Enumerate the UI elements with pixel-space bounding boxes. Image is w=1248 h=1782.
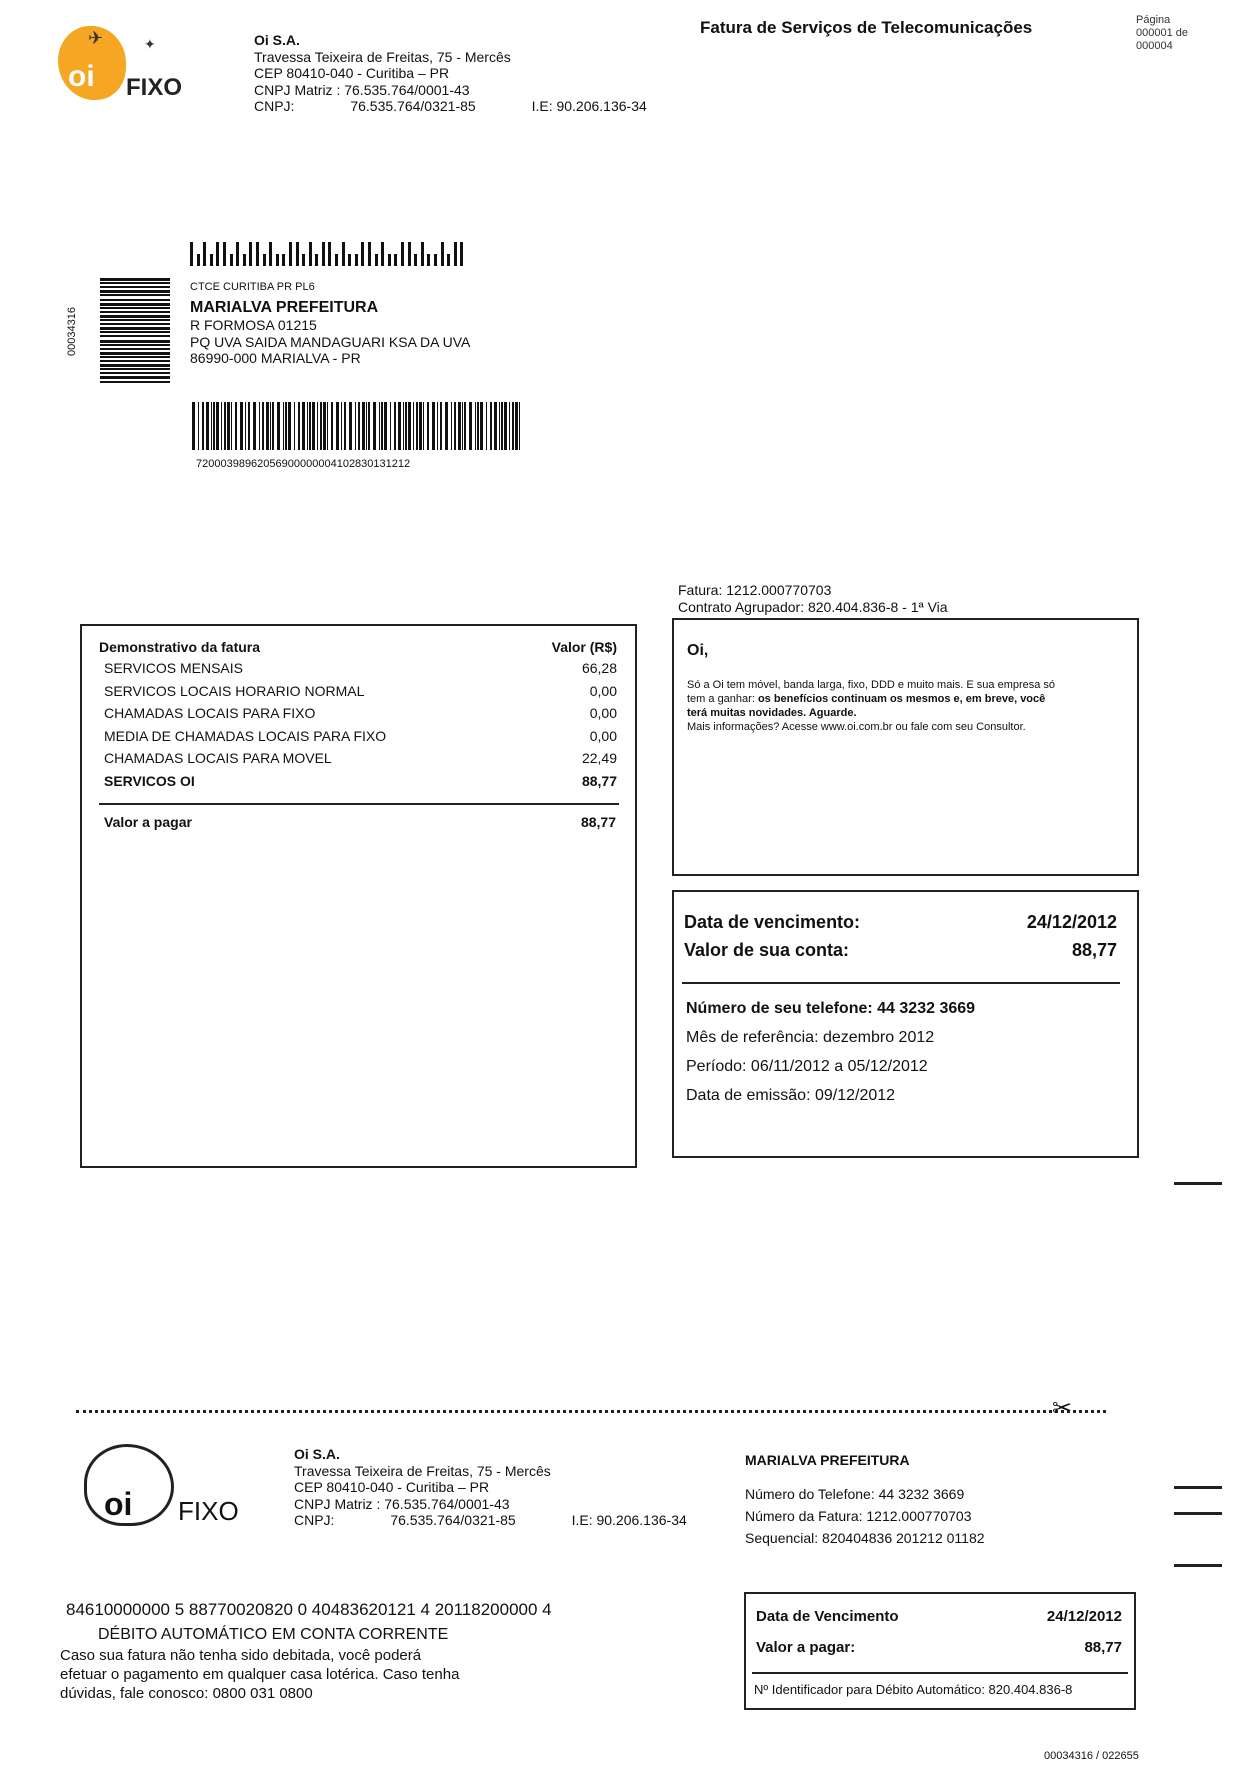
auto-debit-line-3: dúvidas, fale conosco: 0800 031 0800 [60,1685,313,1702]
postal-bar [427,254,430,266]
barcode-bar [440,402,442,450]
main-barcode [192,402,523,450]
stack-bar [100,311,170,313]
stack-bar [100,278,170,281]
customer-city: 86990-000 MARIALVA - PR [190,350,361,366]
barcode-bar [423,402,424,450]
postal-bar [296,242,299,266]
barcode-bar [283,402,284,450]
barcode-bar [355,402,356,450]
auto-debit-line-1: Caso sua fatura não tenha sido debitada, você poderá [60,1647,422,1664]
barcode-bar [231,402,232,450]
barcode-bar [427,402,429,450]
stacked-barcode [100,278,170,386]
statement-row-value: 0,00 [589,682,617,699]
barcode-bar [259,402,260,450]
message-line-2b: os benefícios continuam os mesmos e, em breve, você [757,693,1046,705]
barcode-bar [368,402,370,450]
ie-value-bottom: I.E: 90.206.136-34 [571,1512,687,1528]
stub-sequence: Sequencial: 820404836 201212 01182 [745,1529,985,1546]
stub-due-row [756,1602,1122,1632]
stub-pay-row [756,1632,1122,1664]
company-cnpj-matriz-bottom: CNPJ Matriz : 76.535.764/0001-43 [294,1495,510,1512]
postal-bar [460,242,463,266]
statement-row [99,725,617,748]
barcode-bar [394,402,396,450]
phone-value: 44 3232 3669 [877,1000,976,1017]
barcode-bar [317,402,318,450]
barcode-bar [213,402,215,450]
company-block-top [254,32,647,115]
postal-bar [394,254,397,266]
statement-row [99,770,617,793]
postal-bar [249,242,252,266]
statement-content [99,638,617,830]
barcode-bar [192,402,195,450]
postal-bar [434,254,437,266]
barcode-bar [469,402,472,450]
cut-line [76,1410,1106,1413]
postal-bar [315,254,318,266]
statement-row [99,680,617,703]
digitable-line: 84610000000 5 88770020820 0 40483620121 4 20118200000 4 [66,1600,552,1619]
barcode-bar [413,402,414,450]
barcode-bar [302,402,305,450]
barcode-bar [285,402,287,450]
barcode-bar [464,402,466,450]
statement-row-label: SERVICOS MENSAIS [104,660,244,676]
barcode-bar [398,402,401,450]
barcode-bar [323,402,326,450]
page-label: Página [1136,14,1171,26]
company-cnpj-matriz: CNPJ Matriz : 76.535.764/0001-43 [254,81,470,98]
barcode-bar [458,402,461,450]
contract-number: Contrato Agrupador: 820.404.836-8 - 1ª Via [678,598,948,615]
message-line-4: Mais informações? Acesse www.oi.com.br ou fale com seu Consultor. [687,721,1026,733]
billing-period: Período: 06/11/2012 a 05/12/2012 [686,1058,928,1075]
page-indicator [1136,14,1188,53]
stack-bar [100,368,170,370]
stack-bar [100,381,170,383]
barcode-bar [416,402,418,450]
barcode-bar [437,402,438,450]
main-barcode-number: 72000398962056900000004102830131212 [196,458,411,470]
postal-bar [256,242,259,266]
oi-logo-bottom [84,1444,244,1538]
postal-bar [322,242,325,266]
company-block-bottom [294,1446,687,1529]
postal-bar [302,254,305,266]
postal-bar [328,242,331,266]
stack-bar [100,286,170,288]
barcode-bar [245,402,246,450]
postal-bar [401,242,404,266]
statement-total [104,814,616,830]
barcode-bar [288,402,291,450]
summary-top [684,908,1117,964]
customer-district: PQ UVA SAIDA MANDAGUARI KSA DA UVA [190,333,471,350]
barcode-bar [504,402,507,450]
logo-oi-text: oi [68,60,95,93]
postal-bar [375,254,378,266]
barcode-bar [499,402,500,450]
barcode-bar [432,402,435,450]
postal-bar [223,242,226,266]
stack-bar [100,294,170,296]
postal-bar [276,254,279,266]
barcode-bar [358,402,360,450]
edge-mark-1 [1174,1182,1222,1185]
barcode-bar [486,402,487,450]
oi-logo-top [58,24,198,104]
barcode-bar [312,402,315,450]
message-box [672,618,1139,876]
postal-bar [368,242,371,266]
summary-due-row [684,908,1117,936]
barcode-bar [344,402,346,450]
barcode-bar [272,402,274,450]
barcode-bar [366,402,367,450]
postal-bar [309,242,312,266]
barcode-bar [390,402,391,450]
statement-row [99,657,617,680]
stack-bar [100,319,170,321]
auto-debit-line-2: efetuar o pagamento em qualquer casa lotérica. Caso tenha [60,1666,460,1683]
ie-value: I.E: 90.206.136-34 [531,98,647,114]
barcode-bar [206,402,209,450]
postal-bar [243,254,246,266]
message-line-2 [687,692,1055,706]
edge-mark-4 [1174,1564,1222,1567]
stack-bar [100,344,170,346]
barcode-bar [224,402,226,450]
page-total: 000004 [1136,40,1173,52]
stub-due-value: 24/12/2012 [1046,1608,1122,1625]
postal-bar [190,242,193,266]
stack-bar [100,303,170,306]
barcode-bar [216,402,219,450]
postal-bar [348,254,351,266]
postal-bar [414,254,417,266]
customer-name: MARIALVA PREFEITURA [190,299,379,316]
message-line-2a: tem a ganhar: [687,693,758,705]
company-cep: CEP 80410-040 - Curitiba – PR [254,65,450,81]
invoice-number: Fatura: 1212.000770703 [678,582,832,598]
statement-row-label: CHAMADAS LOCAIS PARA FIXO [104,705,316,722]
company-cnpj-row-bottom [294,1512,687,1529]
stack-bar [100,331,170,333]
stub-invoice: Número da Fatura: 1212.000770703 [745,1507,972,1524]
barcode-bar [341,402,342,450]
postal-bar [388,254,391,266]
postal-bar [408,242,411,266]
bird-icon: ✈ [88,28,104,48]
stack-bar [100,323,170,325]
postal-bar [210,254,213,266]
postal-bar [342,242,345,266]
postal-bar [269,242,272,266]
barcode-bar [519,402,520,450]
barcode-bar [405,402,407,450]
due-label: Data de vencimento: [684,912,861,932]
barcode-bar [262,402,264,450]
address-block [190,281,470,367]
barcode-bar [480,402,483,450]
summary-amount-row [684,936,1117,964]
statement-row-value: 22,49 [581,750,617,767]
barcode-bar [451,402,452,450]
stack-bar [100,340,170,343]
barcode-bar [253,402,256,450]
barcode-bar [408,402,411,450]
cnpj-label-bottom: CNPJ: [294,1512,335,1528]
postal-bar [216,242,219,266]
company-name-bottom: Oi S.A. [294,1446,340,1462]
statement-header [99,638,617,657]
statement-box [80,624,637,1168]
route-code: CTCE CURITIBA PR PL6 [190,281,315,293]
barcode-bar [379,402,380,450]
logo-oi-text-bottom: oi [104,1486,133,1522]
message-greeting: Oi, [687,642,709,659]
postal-bar [447,254,450,266]
statement-row-label: SERVICOS OI [104,772,195,789]
barcode-bar [309,402,311,450]
stack-bar [100,364,170,367]
stack-bar [100,282,170,284]
barcode-bar [462,402,463,450]
statement-divider [99,803,619,805]
stack-bar [100,307,170,309]
amount-value: 88,77 [1071,940,1117,960]
cnpj-label: CNPJ: [254,98,295,114]
barcode-bar [336,402,339,450]
postal-bar [236,242,239,266]
statement-row-label: MEDIA DE CHAMADAS LOCAIS PARA FIXO [104,727,387,744]
barcode-bar [362,402,365,450]
summary-box [672,890,1139,1158]
stack-bar [100,290,170,293]
summary-divider [682,982,1120,984]
barcode-bar [515,402,518,450]
logo-product-bottom: FIXO [178,1496,239,1526]
postal-bar [230,254,233,266]
stub-auto-debit-id: Nº Identificador para Débito Automático: 820.404.836-8 [754,1682,1073,1697]
postal-bar [441,242,444,266]
barcode-bar [211,402,212,450]
statement-row-label: SERVICOS LOCAIS HORARIO NORMAL [104,682,365,699]
statement-row-value: 0,00 [589,705,617,722]
reference-month: Mês de referência: dezembro 2012 [686,1029,935,1046]
barcode-bar [381,402,383,450]
statement-row-value: 66,28 [581,660,617,676]
barcode-bar [221,402,222,450]
postal-bar [421,242,424,266]
barcode-bar [240,402,243,450]
invoice-ref [678,582,948,615]
stack-bar [100,376,170,379]
postal-bar [282,254,285,266]
statement-row-value: 0,00 [589,727,617,744]
barcode-bar [403,402,404,450]
barcode-bar [266,402,269,450]
postal-bar [381,242,384,266]
barcode-bar [373,402,376,450]
barcode-bar [490,402,492,450]
edge-mark-2 [1174,1486,1222,1489]
stub-due-label: Data de Vencimento [756,1608,899,1625]
document-code: 00034316 / 022655 [1044,1750,1139,1762]
barcode-bar [235,402,237,450]
barcode-bar [475,402,476,450]
statement-row [99,702,617,725]
barcode-bar [320,402,322,450]
message-body [687,678,1055,734]
statement-row-label: CHAMADAS LOCAIS PARA MOVEL [104,750,332,767]
stub-pay-label: Valor a pagar: [756,1639,856,1656]
barcode-bar [454,402,456,450]
statement-row [99,747,617,770]
company-cnpj-row [254,98,647,115]
stub-customer-block [745,1452,985,1549]
postal-bar [355,254,358,266]
barcode-bar [270,402,271,450]
postal-bar [454,242,457,266]
statement-row-value: 88,77 [581,772,617,789]
barcode-bar [294,402,295,450]
postal-bar [263,254,266,266]
company-address-bottom: Travessa Teixeira de Freitas, 75 - Mercês [294,1462,551,1479]
barcode-bar [501,402,503,450]
barcode-bar [298,402,300,450]
summary-details [686,994,975,1110]
stack-bar [100,335,170,337]
scissors-icon: ✂ [1052,1395,1073,1422]
page-number: 000001 de [1136,27,1188,39]
barcode-bar [248,402,250,450]
stub-payment-rows [756,1602,1122,1664]
cnpj-value: 76.535.764/0321-85 [350,98,476,114]
total-label: Valor a pagar [104,814,192,830]
postal-barcode [190,240,467,266]
company-address: Travessa Teixeira de Freitas, 75 - Mercês [254,48,511,65]
company-cep-bottom: CEP 80410-040 - Curitiba – PR [294,1479,490,1495]
stack-bar [100,348,170,350]
barcode-bar [512,402,514,450]
auto-debit-title: DÉBITO AUTOMÁTICO EM CONTA CORRENTE [98,1626,449,1643]
barcode-bar [445,402,448,450]
document-title: Fatura de Serviços de Telecomunicações [700,18,1033,37]
stub-phone: Número do Telefone: 44 3232 3669 [745,1485,965,1502]
stub-pay-value: 88,77 [1084,1639,1122,1656]
barcode-bar [384,402,387,450]
postal-bar [197,254,200,266]
stub-payment-box [744,1592,1136,1710]
auto-debit-text [60,1646,459,1703]
stack-bar [100,372,170,374]
edge-mark-3 [1174,1512,1222,1515]
stack-bar [100,352,170,355]
stub-customer-name: MARIALVA PREFEITURA [745,1452,910,1468]
logo-product: FIXO [126,74,183,101]
statement-value-header: Valor (R$) [551,639,617,655]
customer-street: R FORMOSA 01215 [190,317,317,333]
barcode-bar [509,402,510,450]
barcode-bar [307,402,308,450]
stack-bar [100,315,170,318]
barcode-bar [202,402,204,450]
amount-label: Valor de sua conta: [684,940,850,960]
company-name: Oi S.A. [254,32,300,48]
phone-row [686,994,975,1023]
postal-bar [203,242,206,266]
postal-bar [289,242,292,266]
message-line-1: Só a Oi tem móvel, banda larga, fixo, DDD e muito mais. E sua empresa só [687,679,1056,691]
barcode-bar [227,402,230,450]
barcode-bar [327,402,328,450]
postal-bar [361,242,364,266]
barcode-bar [494,402,497,450]
barcode-bar [349,402,352,450]
stack-bar [100,356,170,358]
stack-bar [100,299,170,301]
stack-bar [100,327,170,330]
side-code: 00034316 [66,307,78,356]
total-value: 88,77 [580,814,616,830]
message-line-3: terá muitas novidades. Aguarde. [687,707,857,719]
stack-bar [100,360,170,362]
barcode-bar [331,402,333,450]
stub-payment-divider [752,1672,1128,1674]
barcode-bar [277,402,280,450]
issue-date: Data de emissão: 09/12/2012 [686,1087,896,1104]
barcode-bar [477,402,479,450]
statement-title: Demonstrativo da fatura [99,639,261,655]
statement-items [99,657,617,793]
due-value: 24/12/2012 [1026,912,1117,932]
phone-label: Número de seu telefone: [686,1000,873,1017]
bird-icon-small: ✦ [144,36,156,52]
barcode-bar [198,402,199,450]
barcode-bar [419,402,422,450]
cnpj-value-bottom: 76.535.764/0321-85 [390,1512,516,1528]
postal-bar [335,254,338,266]
